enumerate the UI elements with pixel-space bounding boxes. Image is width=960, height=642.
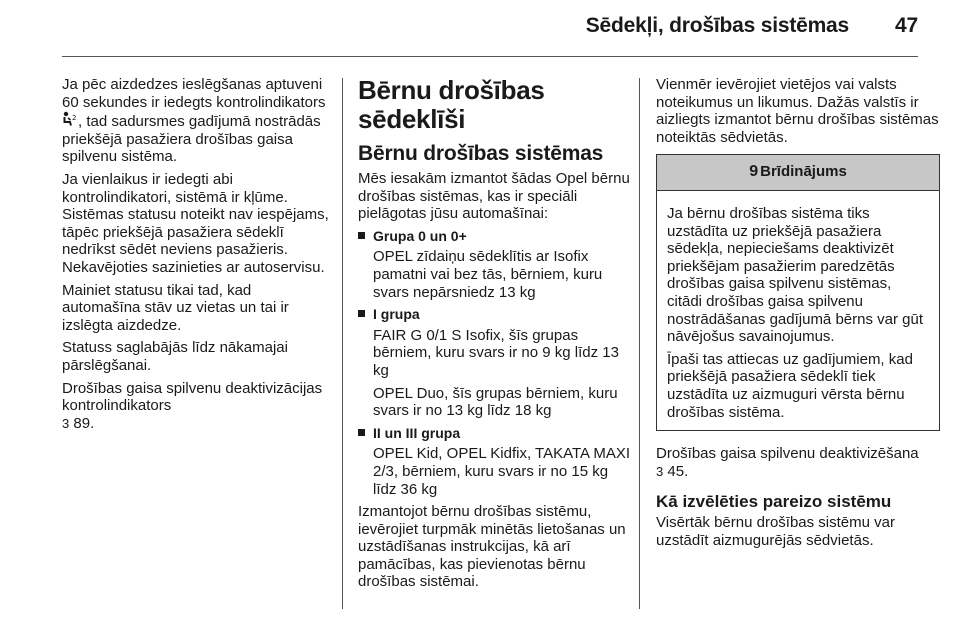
paragraph: Visērtāk bērnu drošības sistēmu var uzstādīt aizmugurējās sēdvietās. — [656, 514, 895, 549]
bullet-square-icon — [358, 429, 365, 436]
bullet-square-icon — [358, 310, 365, 317]
paragraph: Statuss saglabājās līdz nākamajai pārslēgšanai. — [62, 339, 288, 374]
header-rule — [62, 56, 918, 57]
group-heading: I grupa — [358, 306, 633, 324]
paragraph: Izmantojot bērnu drošības sistēmu, ievērojiet turpmāk minētās lietošanas un uzstādīšanas instrukcijas, kā arī pamācības, kas pievienotas bērnu drošības sistēmai. — [358, 503, 626, 591]
chapter-title: Sēdekļi, drošības sistēmas — [585, 14, 850, 37]
list-item: OPEL zīdaiņu sēdeklītis ar Isofix pamatni vai bez tās, bērniem, kuru svars nepārsniedz 13 kg — [373, 248, 603, 301]
seat-airbag-icon — [62, 111, 78, 131]
paragraph: Ja bērnu drošības sistēma tiks uzstādīta uz priekšējā pasažiera sēdekļa, nepieciešams deaktivizēt priekšējam pasažierim paredzētās drošības gaisa spilvenu sistēmas, citādi drošības gaisa spilvenu nostrādāšanas gadījumā bērns var gūt nāvējošus savainojumus. — [667, 204, 923, 346]
paragraph: Vienmēr ievērojiet vietējos vai valsts noteikumus un likumus. Dažās valstīs ir aizliegts izmantot bērnu drošības sistēmas noteiktās sēdvietās. — [656, 76, 939, 146]
paragraph: Drošības gaisa spilvenu deaktivizēšana 3 45. — [656, 445, 919, 480]
bullet-square-icon — [358, 232, 365, 239]
paragraph: Īpaši tas attiecas uz gadījumiem, kad priekšējā pasažiera sēdeklī tiek uzstādīta uz aizmuguri vērsta bērnu drošības sistēma. — [667, 350, 913, 421]
page-reference-icon: 3 — [62, 415, 70, 431]
warning-box — [656, 154, 940, 431]
column-divider — [639, 78, 640, 609]
warning-header — [657, 155, 939, 191]
column-divider — [342, 78, 343, 609]
page-reference[interactable]: 45. — [667, 462, 689, 480]
subsection-title: Bērnu drošības sistēmas — [358, 142, 604, 165]
page-reference[interactable]: 89. — [73, 414, 95, 432]
svg-text:2: 2 — [72, 114, 77, 123]
column-right — [656, 76, 940, 554]
paragraph: Mainiet statusu tikai tad, kad automašīna stāv uz vietas un tai ir izslēgta aizdedze. — [62, 281, 289, 334]
page-reference-icon: 3 — [656, 463, 664, 479]
page-header — [586, 14, 918, 38]
subsection-title: Kā izvēlēties pareizo sistēmu — [656, 492, 892, 512]
column-left — [62, 76, 332, 437]
list-item: FAIR G 0/1 S Isofix, šīs grupas bērniem, kuru svars ir no 9 kg līdz 13 kg — [373, 326, 619, 379]
paragraph: Mēs iesakām izmantot šādas Opel bērnu drošības sistēmas, kas ir speciāli pielāgotas jūsu automašīnai: — [358, 170, 630, 223]
group-heading: Grupa 0 un 0+ — [358, 228, 633, 246]
paragraph: Ja vienlaikus ir iedegti abi kontrolindikatori, sistēmā ir kļūme. Sistēmas statusu noteikt nav iespējams, tāpēc priekšējā pasažiera sēdeklī nedrīkst sēdēt neviens pasažieris. Nekavējoties sazinieties ar autoservisu. — [62, 170, 329, 276]
warning-body — [657, 191, 939, 430]
page-number: 47 — [895, 14, 918, 37]
paragraph: Drošības gaisa spilvenu deaktivizācijas kontrolindikators 3 89. — [62, 379, 323, 432]
group-heading: II un III grupa — [358, 425, 633, 443]
list-item: OPEL Kid, OPEL Kidfix, TAKATA MAXI 2/3, bērniem, kuru svars ir no 15 kg līdz 36 kg — [373, 445, 631, 498]
warning-title: Brīdinājums — [760, 163, 847, 181]
warning-triangle-icon: 9 — [749, 163, 759, 181]
paragraph: Ja pēc aizdedzes ieslēgšanas aptuveni 60 sekundes ir iedegts kontrolindikators 2 , tad sadursmes gadījumā nostrādās priekšējā pasažiera drošības gaisa spilvenu sistēma. — [62, 76, 326, 166]
list-item: OPEL Duo, šīs grupas bērniem, kuru svars ir no 13 kg līdz 18 kg — [373, 384, 618, 420]
section-title: Bērnu drošības sēdeklīši — [358, 75, 545, 134]
column-middle — [358, 76, 633, 596]
